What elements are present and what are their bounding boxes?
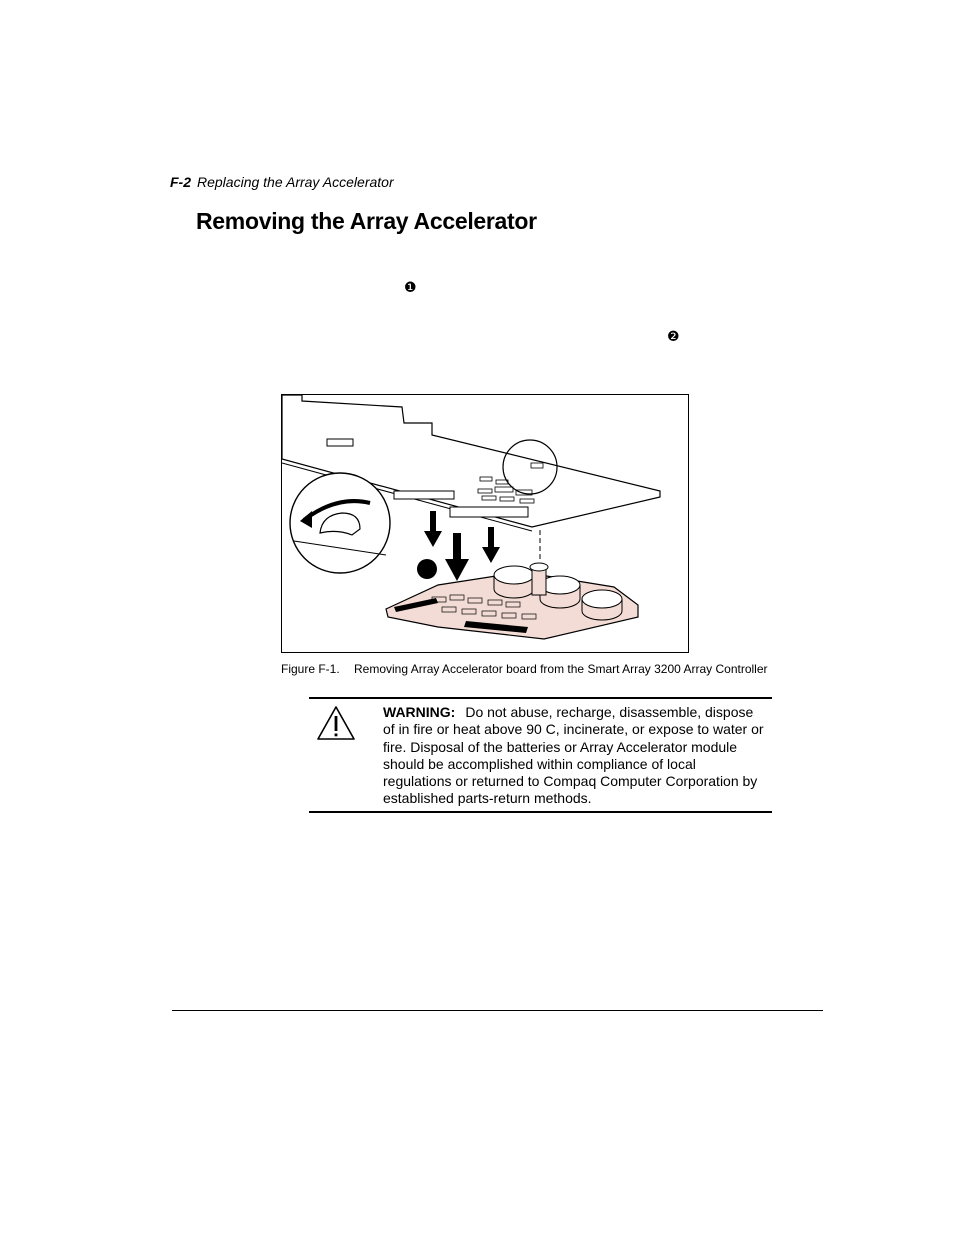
figure-illustration	[281, 394, 689, 653]
callout-marker-1: ❶	[404, 280, 417, 296]
section-title: Removing the Array Accelerator	[196, 208, 537, 234]
step-marker-2	[417, 559, 437, 579]
connector-right	[450, 507, 528, 517]
figure-caption	[281, 662, 768, 676]
latch-detail	[531, 463, 543, 468]
page-number: F-2	[170, 174, 191, 190]
chapter-title: Replacing the Array Accelerator	[197, 174, 394, 190]
connector-left	[394, 491, 454, 499]
warning-label: WARNING:	[383, 704, 456, 720]
footer-rule	[172, 1010, 823, 1011]
figure-label: Figure F-1.	[281, 662, 340, 676]
board-chip	[327, 439, 353, 446]
warning-box	[309, 697, 772, 813]
figure-caption-text: Removing Array Accelerator board from the Smart Array 3200 Array Controller	[354, 662, 768, 676]
battery-3	[582, 590, 622, 620]
warning-text-block	[383, 704, 768, 808]
warning-text: Do not abuse, recharge, disassemble, dispose of in fire or heat above 90 C, incinerate, or expose to water or fire. Disposal of the batteries or Array Accelerator module should be accomplished within compliance of local regulations or returned to Compaq Computer Corporation by established parts-return methods.	[383, 704, 764, 807]
callout-marker-2: ❷	[667, 329, 680, 345]
down-arrow-1	[424, 511, 442, 547]
running-header	[170, 174, 394, 190]
standoff-post	[530, 563, 548, 595]
warning-triangle-icon	[316, 705, 356, 741]
down-arrow-3	[482, 527, 500, 563]
array-accelerator-illustration	[282, 395, 688, 652]
down-arrow-2	[445, 533, 469, 581]
battery-1	[494, 566, 534, 598]
